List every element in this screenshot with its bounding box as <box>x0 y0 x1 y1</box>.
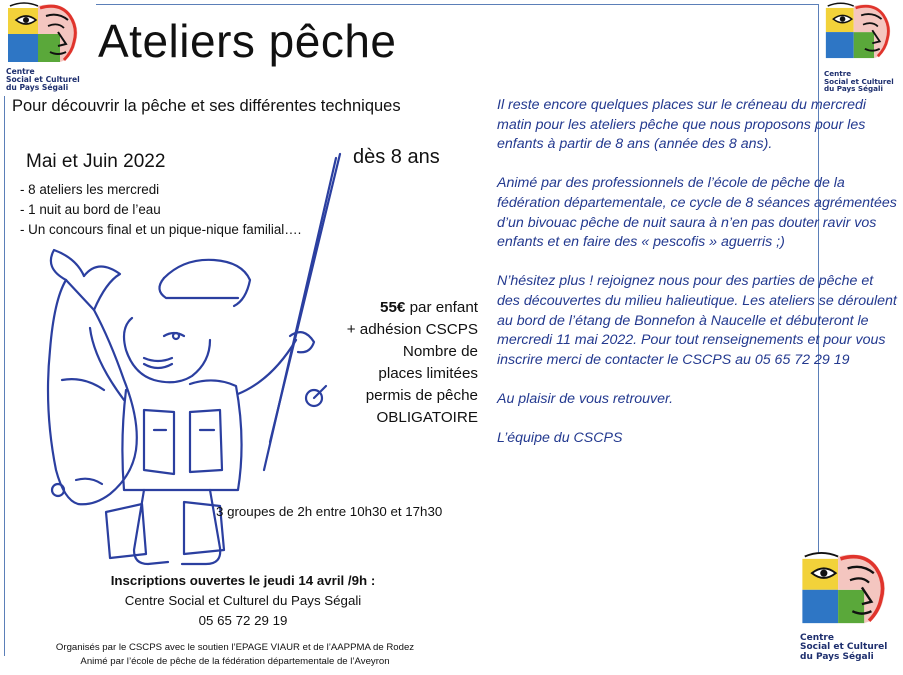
logo-line-1: Centre <box>800 633 834 643</box>
page-title: Ateliers pêche <box>98 15 397 67</box>
logo-line-1: Centre <box>6 67 35 76</box>
logo-line-2: Social et Culturel <box>800 642 888 653</box>
inscriptions-org: Centre Social et Culturel du Pays Ségali <box>124 593 362 608</box>
footer-line: Organisés par le CSCPS avec le soutien l’EPAGE VIAUR et de l’AAPPMA de Rodez <box>55 642 415 653</box>
paragraph: N’hésitez plus ! rejoignez nous pour des parties de pêche et des découvertes du milieu halieutique. Les ateliers se déroulent au bord de l’étang de Bonnefon à Naucelle et débuteront le mercredi 11 mai 2022. Pour tout renseignements et pour vous inscrire merci de contacter le CSCPS au 05 65 72 29 19 <box>497 273 897 368</box>
frame-top-line <box>96 4 818 5</box>
logo-line-2: Social et Culturel <box>824 76 894 86</box>
inscriptions-headline: Inscriptions ouvertes le jeudi 14 avril /9h : <box>110 573 376 588</box>
list-item: - Un concours final et un pique-nique familial…. <box>20 222 302 237</box>
paragraph: L’équipe du CSCPS <box>497 430 623 447</box>
face-logo-icon <box>6 2 90 68</box>
logo-line-2: Social et Culturel <box>6 74 80 84</box>
logo-line-1: Centre <box>824 69 852 78</box>
list-item: - 8 ateliers les mercredi <box>20 182 160 197</box>
groups-info: 3 groupes de 2h entre 10h30 et 17h30 <box>216 504 443 519</box>
pricing-line: places limitées <box>378 365 478 382</box>
pricing-line: Nombre de <box>402 343 478 360</box>
price-value: 55€ <box>380 299 406 316</box>
face-logo-icon <box>800 550 900 632</box>
cscps-logo-top-left <box>6 2 90 98</box>
paragraph: Il reste encore quelques places sur le créneau du mercredi matin pour les ateliers pêche que nous proposons pour les enfants à partir de 8 ans (année des 8 ans). <box>497 97 867 153</box>
price-suffix: par enfant <box>405 299 478 316</box>
description-text <box>497 96 897 468</box>
footer-line: Animé par l’école de pêche de la fédération départementale de l’Aveyron <box>80 656 390 667</box>
pricing-block <box>300 297 478 429</box>
inscriptions-phone: 05 65 72 29 19 <box>198 613 288 628</box>
list-item: - 1 nuit au bord de l’eau <box>20 202 161 217</box>
paragraph: Au plaisir de vous retrouver. <box>497 390 674 407</box>
paragraph: Animé par des professionnels de l’école de pêche de la fédération départementale, ce cycle de 8 séances agrémentées d’un bivouac pêche de nuit saura à n’en pas douter ravir vos enfants et en faire des « pescofis » aguerris ;) <box>497 175 897 251</box>
frame-left-line <box>4 96 5 656</box>
logo-line-3: du Pays Ségali <box>800 651 874 662</box>
activities-list <box>20 180 301 240</box>
period-heading: Mai et Juin 2022 <box>26 151 166 172</box>
footer-credits <box>20 641 450 669</box>
inscriptions-block <box>78 571 408 631</box>
subtitle: Pour découvrir la pêche et ses différentes techniques <box>12 97 401 115</box>
cscps-logo-bottom-right <box>800 550 900 674</box>
pricing-line: + adhésion CSCPS <box>346 321 478 338</box>
pricing-line: permis de pêche <box>365 387 478 404</box>
age-heading: dès 8 ans <box>353 146 440 168</box>
pricing-line: OBLIGATOIRE <box>376 409 478 426</box>
face-logo-icon <box>824 2 902 64</box>
logo-line-3: du Pays Ségali <box>6 82 69 92</box>
cscps-logo-top-right <box>824 2 902 98</box>
logo-line-3: du Pays Ségali <box>824 84 883 94</box>
